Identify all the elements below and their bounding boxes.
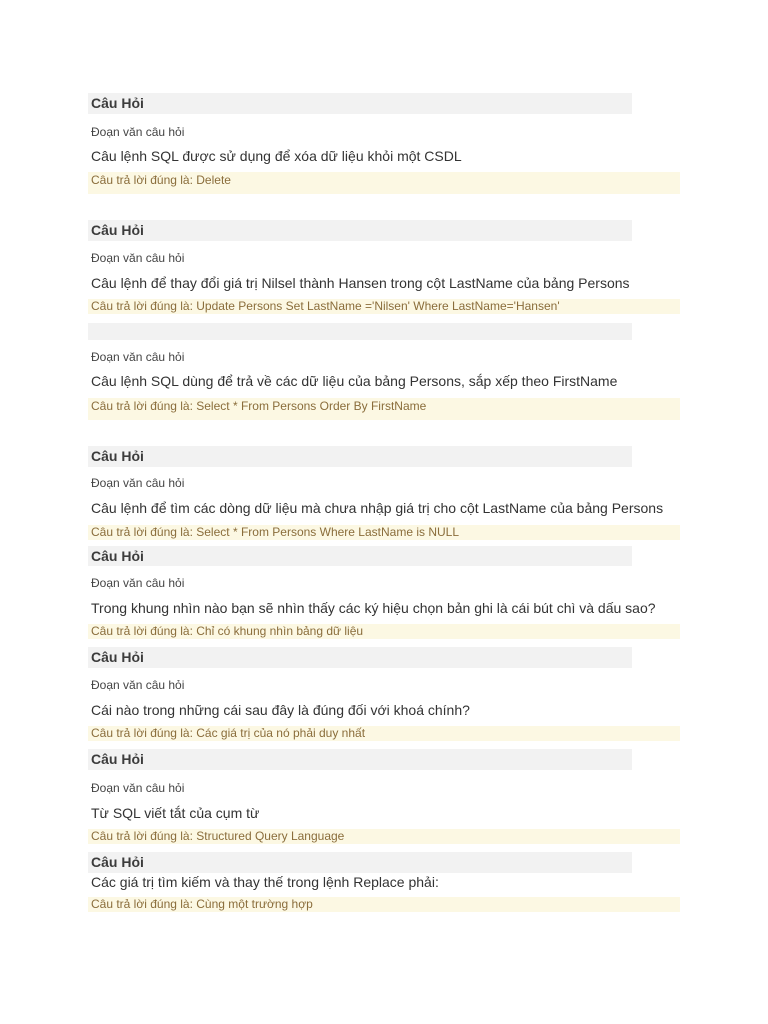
correct-answer: Câu trả lời đúng là: Các giá trị của nó phải duy nhất — [88, 726, 680, 741]
question-label: Đoạn văn câu hỏi — [91, 476, 185, 490]
question-header: Câu Hỏi — [88, 546, 632, 566]
correct-answer: Câu trả lời đúng là: Delete — [88, 172, 680, 194]
question-header: Câu Hỏi — [88, 852, 632, 873]
question-text: Câu lệnh để tìm các dòng dữ liệu mà chưa nhập giá trị cho cột LastName của bảng Persons — [91, 500, 664, 516]
question-text: Các giá trị tìm kiếm và thay thế trong lệnh Replace phải: — [91, 874, 439, 890]
question-text: Từ SQL viết tắt của cụm từ — [91, 805, 260, 821]
question-header: Câu Hỏi — [88, 446, 632, 467]
question-text: Trong khung nhìn nào bạn sẽ nhìn thấy các ký hiệu chọn bản ghi là cái bút chì và dấu sao? — [91, 600, 656, 616]
question-header: Câu Hỏi — [88, 647, 632, 668]
question-header — [88, 323, 632, 340]
question-text: Câu lệnh để thay đổi giá trị Nilsel thành Hansen trong cột LastName của bảng Persons — [91, 275, 630, 291]
question-text: Câu lệnh SQL được sử dụng để xóa dữ liệu khỏi một CSDL — [91, 148, 462, 164]
question-header: Câu Hỏi — [88, 749, 632, 770]
correct-answer: Câu trả lời đúng là: Select * From Persons Where LastName is NULL — [88, 525, 680, 540]
correct-answer: Câu trả lời đúng là: Cùng một trường hợp — [88, 897, 680, 912]
question-label: Đoạn văn câu hỏi — [91, 125, 185, 139]
correct-answer: Câu trả lời đúng là: Chỉ có khung nhìn bảng dữ liệu — [88, 624, 680, 639]
correct-answer: Câu trả lời đúng là: Update Persons Set LastName ='Nilsen' Where LastName='Hansen' — [88, 299, 680, 314]
question-text: Cái nào trong những cái sau đây là đúng đối với khoá chính? — [91, 702, 470, 718]
question-header: Câu Hỏi — [88, 220, 632, 241]
correct-answer: Câu trả lời đúng là: Structured Query Language — [88, 829, 680, 844]
question-text: Câu lệnh SQL dùng để trả về các dữ liệu của bảng Persons, sắp xếp theo FirstName — [91, 373, 618, 389]
question-label: Đoạn văn câu hỏi — [91, 350, 185, 364]
question-label: Đoạn văn câu hỏi — [91, 251, 185, 265]
question-label: Đoạn văn câu hỏi — [91, 781, 185, 795]
question-header: Câu Hỏi — [88, 93, 632, 114]
question-label: Đoạn văn câu hỏi — [91, 576, 185, 590]
question-label: Đoạn văn câu hỏi — [91, 678, 185, 692]
correct-answer: Câu trả lời đúng là: Select * From Persons Order By FirstName — [88, 398, 680, 420]
